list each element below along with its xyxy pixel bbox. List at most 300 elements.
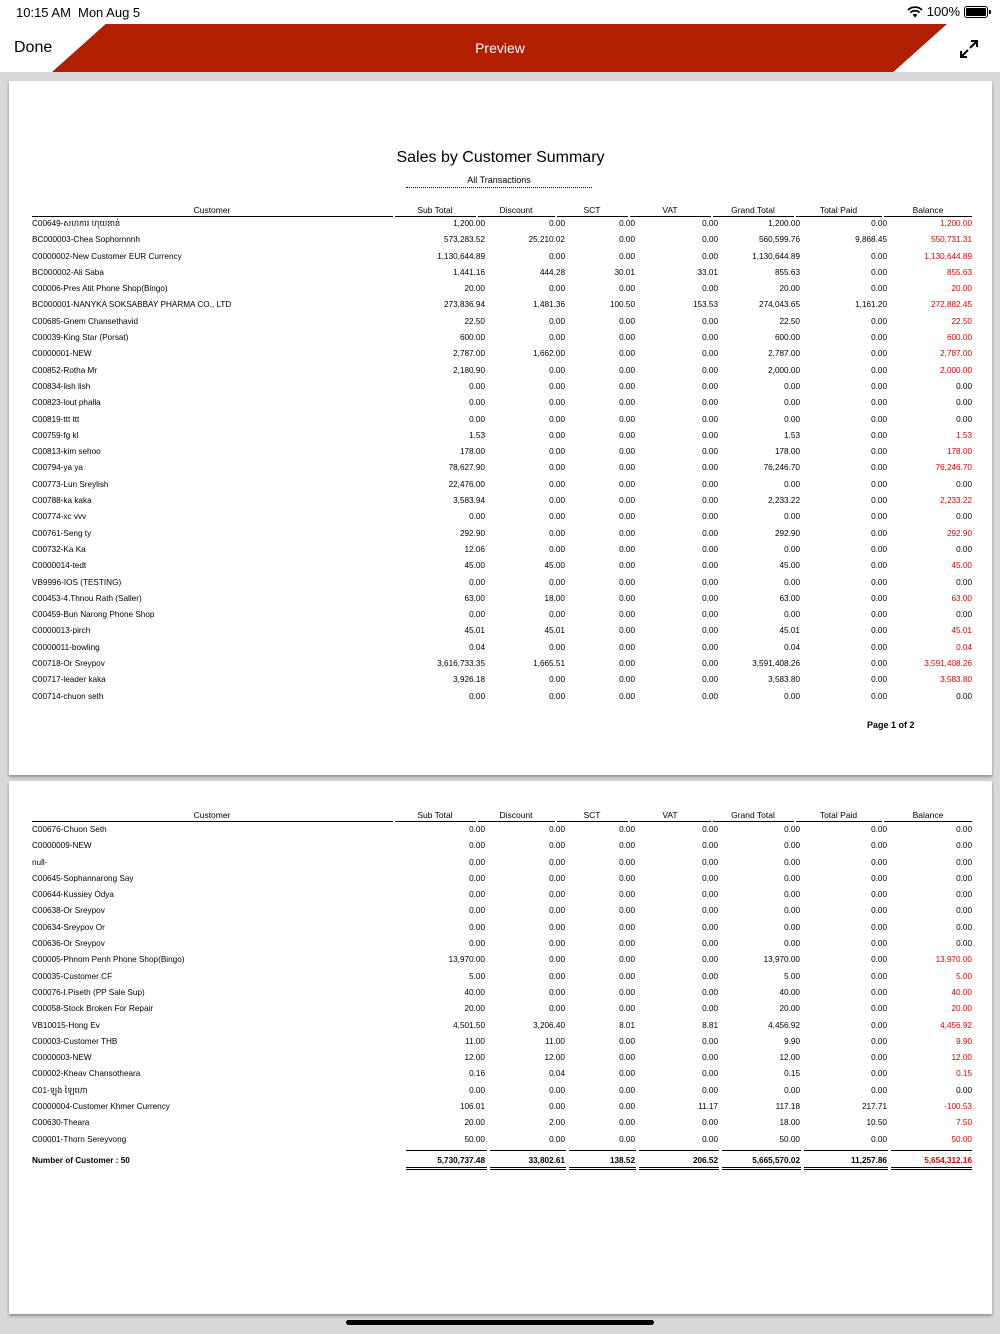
cell-balance: 0.00 [956,906,972,916]
cell-vat: 0.00 [702,349,718,359]
cell-grand-total: 50.00 [779,1134,800,1144]
cell-balance: 0.00 [956,857,972,867]
cell-customer: VB9996-IOS (TESTING) [32,577,122,587]
status-time: 10:15 AM [16,5,71,20]
cell-grand-total: 12.00 [779,1053,800,1063]
cell-grand-total: 0.00 [784,691,800,701]
cell-sct: 0.00 [619,447,635,457]
cell-grand-total: 292.90 [774,528,800,538]
cell-balance: 1.53 [956,430,972,440]
table-row [32,493,972,509]
cell-discount: 0.00 [549,398,565,408]
cell-customer: C00058-Stock Broken For Repair [32,1004,154,1014]
cell-sub-total: 3,616,733.35 [437,659,485,669]
cell-sct: 0.00 [619,1036,635,1046]
cell-sub-total: 2,787.00 [453,349,485,359]
cell-grand-total: 0.00 [784,512,800,522]
cell-sub-total: 0.00 [469,414,485,424]
cell-vat: 0.00 [702,577,718,587]
cell-customer: C00006-Pres Atit Phone Shop(Bingo) [32,284,168,294]
cell-total-paid: 0.00 [871,528,887,538]
cell-total-paid: 0.00 [871,333,887,343]
table-row [32,330,972,346]
cell-vat: 0.00 [702,1118,718,1128]
cell-total-paid: 0.00 [871,398,887,408]
cell-vat: 0.00 [702,447,718,457]
table-row [32,526,972,542]
total-label: Number of Customer : 50 [32,1156,130,1165]
cell-discount: 0.00 [549,381,565,391]
nav-bar [0,24,1000,72]
cell-total-paid: 0.00 [871,939,887,949]
cell-grand-total: 0.00 [784,381,800,391]
cell-discount: 0.00 [549,825,565,834]
report-page-2 [9,781,992,1314]
cell-balance: 0.04 [956,642,972,652]
cell-grand-total: 1,200.00 [768,219,800,228]
cell-total-paid: 0.00 [871,1069,887,1079]
total-sct: 138.52 [609,1156,635,1165]
cell-total-paid: 0.00 [871,955,887,965]
cell-grand-total: 0.00 [784,479,800,489]
cell-sub-total: 1,200.00 [453,219,485,228]
header-total-paid: Total Paid [819,810,858,820]
cell-discount: 0.00 [549,447,565,457]
cell-vat: 0.00 [702,430,718,440]
cell-balance: 9.90 [956,1036,972,1046]
table-row [32,1132,972,1148]
cell-vat: 0.00 [702,841,718,851]
table-row [32,903,972,919]
table-row [32,920,972,936]
cell-sct: 0.00 [619,922,635,932]
status-right [907,4,988,19]
battery-icon [964,6,988,18]
cell-total-paid: 10.50 [866,1118,887,1128]
total-grand-total: 5,665,570.02 [752,1156,800,1165]
table-row [32,640,972,656]
table-row [32,249,972,265]
cell-total-paid: 0.00 [871,430,887,440]
cell-vat: 0.00 [702,675,718,685]
cell-grand-total: 0.00 [784,857,800,867]
done-button[interactable]: Done [14,39,53,56]
table-row [32,428,972,444]
cell-vat: 0.00 [702,284,718,294]
cell-sct: 0.00 [619,219,635,228]
header-grand-total: Grand Total [731,810,775,820]
header-balance: Balance [912,205,944,215]
cell-sub-total: 63.00 [464,593,485,603]
header-sub-total: Sub Total [417,810,453,820]
cell-customer: VB10015-Hong Ev [32,1020,100,1030]
table-row [32,216,972,232]
table-row [32,985,972,1001]
cell-sct: 0.00 [619,626,635,636]
table-row [32,314,972,330]
table-row [32,607,972,623]
report-page-1 [9,81,992,775]
cell-sub-total: 0.00 [469,825,485,834]
cell-total-paid: 0.00 [871,1020,887,1030]
cell-vat: 0.00 [702,857,718,867]
table-body-page-2 [32,822,972,1148]
header-vat: VAT [662,810,678,820]
table-row [32,591,972,607]
cell-sct: 0.00 [619,857,635,867]
cell-balance: -100.53 [944,1102,972,1112]
cell-balance: 1,130,644.89 [924,251,972,261]
cell-discount: 1,665.51 [533,659,565,669]
cell-balance: 0.00 [956,398,972,408]
table-row [32,477,972,493]
cell-customer: C00076-I.Piseth (PP Sale Sup) [32,987,145,997]
cell-total-paid: 0.00 [871,971,887,981]
cell-sub-total: 12.06 [464,544,485,554]
cell-customer: C0000011-bowling [32,642,100,652]
cell-sub-total: 0.00 [469,1085,485,1095]
cell-sct: 0.00 [619,1004,635,1014]
header-discount: Discount [499,810,533,820]
cell-sct: 0.00 [619,512,635,522]
table-row [32,1018,972,1034]
cell-total-paid: 0.00 [871,1036,887,1046]
cell-sct: 0.00 [619,463,635,473]
cell-sub-total: 0.00 [469,577,485,587]
cell-sub-total: 0.00 [469,857,485,867]
cell-vat: 0.00 [702,825,718,834]
cell-vat: 0.00 [702,987,718,997]
cell-balance: 0.00 [956,512,972,522]
table-row [32,1083,972,1099]
cell-vat: 0.00 [702,479,718,489]
cell-customer: C00759-fg kl [32,430,79,440]
total-discount: 33,802.61 [528,1156,565,1165]
cell-sub-total: 20.00 [464,1118,485,1128]
cell-vat: 0.00 [702,1004,718,1014]
cell-balance: 2,000.00 [940,365,972,375]
cell-grand-total: 20.00 [779,284,800,294]
cell-vat: 0.00 [702,463,718,473]
cell-sub-total: 0.00 [469,906,485,916]
cell-customer: C00717-leader kaka [32,675,106,685]
cell-vat: 33.01 [697,267,718,277]
cell-total-paid: 0.00 [871,906,887,916]
table-row [32,952,972,968]
cell-balance: 0.00 [956,841,972,851]
cell-sub-total: 1,441.16 [453,267,485,277]
cell-vat: 0.00 [702,922,718,932]
cell-discount: 0.00 [549,857,565,867]
cell-total-paid: 0.00 [871,561,887,571]
header-discount: Discount [499,205,533,215]
cell-total-paid: 0.00 [871,610,887,620]
cell-balance: 0.00 [956,479,972,489]
table-row [32,689,972,705]
cell-discount: 3,206.40 [533,1020,565,1030]
cell-total-paid: 0.00 [871,496,887,506]
cell-discount: 45.01 [544,626,565,636]
cell-sct: 0.00 [619,365,635,375]
cell-sct: 0.00 [619,939,635,949]
cell-grand-total: 0.00 [784,1085,800,1095]
cell-discount: 444.28 [539,267,565,277]
status-date: Mon Aug 5 [78,5,141,20]
cell-customer: C00649-សហការ ហុយនាន់ [32,219,121,228]
cell-balance: 5.00 [956,971,972,981]
cell-sct: 0.00 [619,659,635,669]
cell-balance: 12.00 [951,1053,972,1063]
cell-balance: 0.00 [956,873,972,883]
cell-sub-total: 600.00 [459,333,485,343]
table-row [32,297,972,313]
cell-total-paid: 9,868.45 [855,235,887,245]
cell-discount: 0.00 [549,251,565,261]
cell-vat: 0.00 [702,398,718,408]
cell-total-paid: 0.00 [871,825,887,834]
cell-grand-total: 22.50 [779,316,800,326]
cell-total-paid: 0.00 [871,463,887,473]
cell-discount: 1,662.00 [533,349,565,359]
home-indicator[interactable] [346,1320,654,1325]
cell-sub-total: 22,476.00 [448,479,485,489]
cell-discount: 0.00 [549,219,565,228]
table-row [32,460,972,476]
cell-sub-total: 3,583.94 [453,496,485,506]
cell-sub-total: 78,627.90 [448,463,485,473]
cell-sub-total: 273,836.94 [444,300,485,310]
table-row [32,346,972,362]
cell-grand-total: 0.00 [784,544,800,554]
cell-total-paid: 0.00 [871,841,887,851]
cell-balance: 0.00 [956,691,972,701]
cell-sub-total: 3,926.18 [453,675,485,685]
cell-sub-total: 0.00 [469,512,485,522]
cell-grand-total: 178.00 [774,447,800,457]
cell-sct: 0.00 [619,1134,635,1144]
cell-grand-total: 9.90 [784,1036,800,1046]
cell-balance: 63.00 [951,593,972,603]
cell-sub-total: 292.90 [459,528,485,538]
cell-total-paid: 0.00 [871,626,887,636]
cell-discount: 0.00 [549,841,565,851]
cell-grand-total: 0.04 [784,642,800,652]
cell-vat: 0.00 [702,1085,718,1095]
cell-grand-total: 117.18 [775,1102,800,1112]
cell-sct: 0.00 [619,906,635,916]
cell-vat: 0.00 [702,496,718,506]
cell-vat: 0.00 [702,1036,718,1046]
cell-vat: 0.00 [702,955,718,965]
cell-discount: 0.00 [549,365,565,375]
cell-vat: 0.00 [702,873,718,883]
cell-sub-total: 20.00 [464,1004,485,1014]
cell-total-paid: 0.00 [871,365,887,375]
report-subtitle: All Transactions [406,175,592,188]
cell-discount: 0.00 [549,316,565,326]
cell-sct: 0.00 [619,873,635,883]
table-row [32,1066,972,1082]
table-row [32,379,972,395]
cell-balance: 3,591,408.26 [924,659,972,669]
cell-sct: 0.00 [619,1102,635,1112]
cell-grand-total: 0.00 [784,873,800,883]
cell-customer: C0000013-pirch [32,626,91,636]
cell-grand-total: 18.00 [779,1118,800,1128]
cell-vat: 0.00 [702,626,718,636]
table-row [32,363,972,379]
cell-sct: 0.00 [619,284,635,294]
report-title: Sales by Customer Summary [396,149,605,166]
cell-sub-total: 0.00 [469,873,485,883]
cell-customer: C00035-Customer CF [32,971,113,981]
cell-grand-total: 1,130,644.89 [752,251,800,261]
cell-total-paid: 0.00 [871,316,887,326]
cell-discount: 0.00 [549,906,565,916]
cell-grand-total: 40.00 [779,987,800,997]
cell-vat: 0.00 [702,1053,718,1063]
cell-discount: 0.00 [549,873,565,883]
cell-sct: 0.00 [619,890,635,900]
table-row [32,558,972,574]
cell-vat: 8.81 [702,1020,718,1030]
table-row [32,855,972,871]
header-balance: Balance [912,810,944,820]
cell-grand-total: 2,233.22 [768,496,800,506]
cell-customer: C00794-ya ya [32,463,83,473]
cell-grand-total: 45.01 [779,626,800,636]
cell-customer: C00453-4.Thnou Rath (Saller) [32,593,142,603]
cell-sct: 8.01 [619,1020,635,1030]
table-row [32,656,972,672]
cell-vat: 0.00 [702,561,718,571]
table-row [32,1099,972,1115]
table-row [32,395,972,411]
cell-balance: 0.00 [956,381,972,391]
cell-grand-total: 20.00 [779,1004,800,1014]
battery-percent: 100% [926,4,960,19]
cell-discount: 12.00 [544,1053,565,1063]
cell-total-paid: 0.00 [871,890,887,900]
cell-grand-total: 1.53 [784,430,800,440]
total-vat: 206.52 [692,1156,718,1165]
cell-discount: 0.00 [549,1102,565,1112]
cell-customer: C00788-ka kaka [32,496,92,506]
header-customer: Customer [193,205,231,215]
expand-icon[interactable] [958,38,980,60]
status-bar [0,0,1000,24]
cell-grand-total: 0.00 [784,906,800,916]
cell-total-paid: 0.00 [871,544,887,554]
cell-sct: 0.00 [619,825,635,834]
cell-sub-total: 178.00 [459,447,485,457]
cell-total-paid: 0.00 [871,675,887,685]
cell-customer: C00001-Thorn Sereyvong [32,1134,127,1144]
cell-sct: 0.00 [619,841,635,851]
cell-total-paid: 0.00 [871,1085,887,1095]
cell-sub-total: 1,130,644.89 [437,251,485,261]
table-row [32,232,972,248]
header-sct: SCT [583,810,601,820]
cell-total-paid: 0.00 [871,857,887,867]
cell-total-paid: 0.00 [871,251,887,261]
cell-customer: C00823-lout phalla [32,398,101,408]
cell-customer: C00459-Bun Narong Phone Shop [32,610,155,620]
nav-title: Preview [475,40,525,56]
cell-grand-total: 0.00 [784,577,800,587]
cell-sub-total: 40.00 [464,987,485,997]
cell-vat: 0.00 [702,414,718,424]
cell-balance: 45.00 [951,561,972,571]
cell-vat: 153.53 [692,300,718,310]
cell-vat: 0.00 [702,610,718,620]
cell-balance: 0.00 [956,544,972,554]
cell-vat: 0.00 [702,642,718,652]
cell-sct: 0.00 [619,414,635,424]
cell-sub-total: 106.01 [459,1102,485,1112]
cell-sct: 0.00 [619,479,635,489]
cell-discount: 0.00 [549,642,565,652]
cell-total-paid: 0.00 [871,267,887,277]
cell-customer: C00685-Gnem Chansethavid [32,316,139,326]
cell-discount: 25,210.02 [528,235,565,245]
cell-sct: 0.00 [619,496,635,506]
cell-balance: 7.50 [956,1118,972,1128]
table-row [32,542,972,558]
cell-customer: C00761-Seng ty [32,528,92,538]
cell-total-paid: 0.00 [871,987,887,997]
cell-balance: 0.00 [956,825,972,834]
cell-vat: 0.00 [702,659,718,669]
cell-discount: 0.00 [549,544,565,554]
cell-total-paid: 0.00 [871,219,887,228]
cell-balance: 0.00 [956,1085,972,1095]
cell-customer: C00630-Theara [32,1118,90,1128]
cell-total-paid: 0.00 [871,414,887,424]
cell-customer: C0000014-tedt [32,561,87,571]
cell-total-paid: 217.71 [861,1102,887,1112]
cell-total-paid: 0.00 [871,447,887,457]
cell-discount: 0.00 [549,463,565,473]
cell-balance: 1,200.00 [940,219,972,228]
cell-customer: C0000009-NEW [32,841,92,851]
cell-customer: BC000003-Chea Sophornnnh [32,235,140,245]
cell-total-paid: 0.00 [871,922,887,932]
cell-balance: 45.01 [951,626,972,636]
cell-sub-total: 13,970.00 [448,955,485,965]
cell-grand-total: 2,000.00 [768,365,800,375]
cell-vat: 0.00 [702,1134,718,1144]
cell-sct: 0.00 [619,349,635,359]
cell-customer: C00634-Sreypov Or [32,922,105,932]
cell-sct: 0.00 [619,235,635,245]
cell-grand-total: 0.00 [784,398,800,408]
total-balance: 5,654,312.16 [924,1156,972,1165]
cell-discount: 0.00 [549,414,565,424]
cell-balance: 550,731.31 [931,235,972,245]
cell-discount: 0.00 [549,890,565,900]
cell-discount: 0.00 [549,1134,565,1144]
cell-vat: 0.00 [702,528,718,538]
cell-sct: 0.00 [619,1085,635,1095]
cell-vat: 0.00 [702,316,718,326]
cell-customer: BC000002-Ali Saba [32,267,104,277]
cell-customer: C0000004-Customer Khmer Currency [32,1102,170,1112]
cell-balance: 3,583.80 [940,675,972,685]
cell-sct: 0.00 [619,398,635,408]
cell-balance: 0.00 [956,922,972,932]
cell-customer: C00638-Or Sreypov [32,906,105,916]
